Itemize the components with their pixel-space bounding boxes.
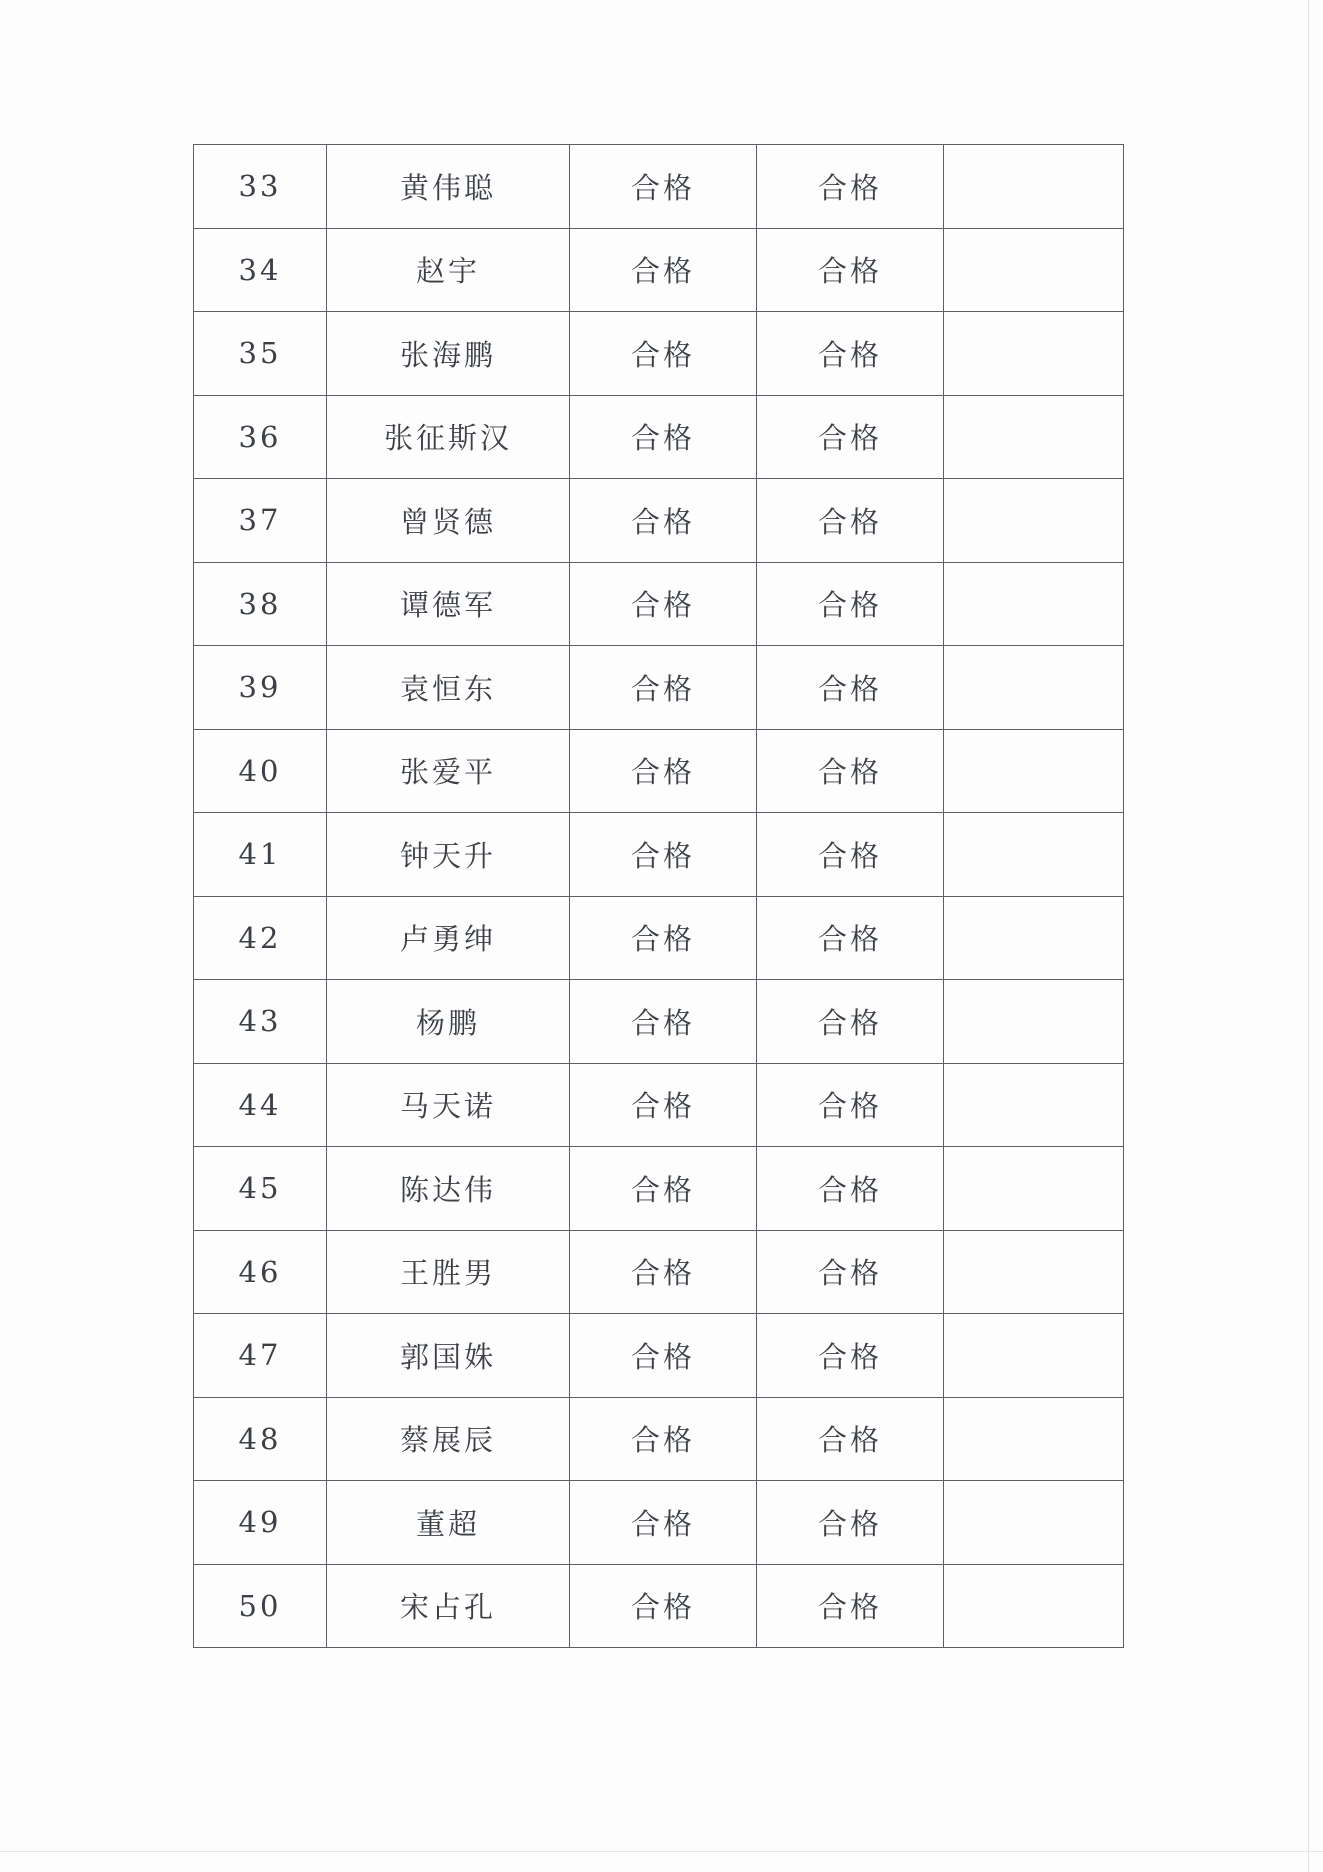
person-name-cell: 赵宇 [327, 228, 570, 312]
result-1-cell: 合格 [570, 228, 757, 312]
table-row [194, 228, 1124, 312]
result-2-cell: 合格 [757, 1564, 944, 1648]
result-2-cell: 合格 [757, 1397, 944, 1481]
result-1-cell: 合格 [570, 1314, 757, 1398]
result-2-cell: 合格 [757, 312, 944, 396]
row-number-cell: 41 [194, 813, 327, 897]
person-name-cell: 钟天升 [327, 813, 570, 897]
table-row [194, 1314, 1124, 1398]
result-1-cell: 合格 [570, 145, 757, 229]
row-number-cell: 44 [194, 1063, 327, 1147]
result-2-cell: 合格 [757, 1314, 944, 1398]
row-number-cell: 49 [194, 1481, 327, 1565]
result-1-cell: 合格 [570, 1063, 757, 1147]
row-number-cell: 45 [194, 1147, 327, 1231]
person-name-cell: 曾贤德 [327, 479, 570, 563]
table-row [194, 1230, 1124, 1314]
row-number-cell: 34 [194, 228, 327, 312]
result-1-cell: 合格 [570, 1397, 757, 1481]
remarks-cell [944, 980, 1124, 1064]
result-2-cell: 合格 [757, 145, 944, 229]
person-name-cell: 王胜男 [327, 1230, 570, 1314]
remarks-cell [944, 1230, 1124, 1314]
remarks-cell [944, 1481, 1124, 1565]
result-2-cell: 合格 [757, 646, 944, 730]
page-edge-right [1308, 0, 1309, 1872]
row-number-cell: 40 [194, 729, 327, 813]
remarks-cell [944, 813, 1124, 897]
table-row [194, 1397, 1124, 1481]
results-table-body [194, 145, 1124, 1648]
remarks-cell [944, 562, 1124, 646]
row-number-cell: 42 [194, 896, 327, 980]
row-number-cell: 50 [194, 1564, 327, 1648]
result-1-cell: 合格 [570, 1481, 757, 1565]
table-row [194, 1481, 1124, 1565]
remarks-cell [944, 312, 1124, 396]
result-2-cell: 合格 [757, 896, 944, 980]
row-number-cell: 36 [194, 395, 327, 479]
remarks-cell [944, 1147, 1124, 1231]
person-name-cell: 张爱平 [327, 729, 570, 813]
result-1-cell: 合格 [570, 562, 757, 646]
result-1-cell: 合格 [570, 395, 757, 479]
remarks-cell [944, 646, 1124, 730]
person-name-cell: 郭国姝 [327, 1314, 570, 1398]
table-row [194, 395, 1124, 479]
remarks-cell [944, 1063, 1124, 1147]
result-2-cell: 合格 [757, 228, 944, 312]
table-row [194, 312, 1124, 396]
remarks-cell [944, 145, 1124, 229]
result-1-cell: 合格 [570, 312, 757, 396]
person-name-cell: 张征斯汉 [327, 395, 570, 479]
result-1-cell: 合格 [570, 896, 757, 980]
person-name-cell: 张海鹏 [327, 312, 570, 396]
result-1-cell: 合格 [570, 729, 757, 813]
result-2-cell: 合格 [757, 729, 944, 813]
result-2-cell: 合格 [757, 479, 944, 563]
result-2-cell: 合格 [757, 1481, 944, 1565]
result-2-cell: 合格 [757, 813, 944, 897]
remarks-cell [944, 1397, 1124, 1481]
result-1-cell: 合格 [570, 1564, 757, 1648]
table-row [194, 1147, 1124, 1231]
result-1-cell: 合格 [570, 813, 757, 897]
table-row [194, 729, 1124, 813]
row-number-cell: 33 [194, 145, 327, 229]
person-name-cell: 董超 [327, 1481, 570, 1565]
row-number-cell: 37 [194, 479, 327, 563]
person-name-cell: 马天诺 [327, 1063, 570, 1147]
person-name-cell: 谭德军 [327, 562, 570, 646]
table-row [194, 646, 1124, 730]
person-name-cell: 陈达伟 [327, 1147, 570, 1231]
result-2-cell: 合格 [757, 1230, 944, 1314]
person-name-cell: 宋占孔 [327, 1564, 570, 1648]
table-row [194, 1564, 1124, 1648]
row-number-cell: 48 [194, 1397, 327, 1481]
result-1-cell: 合格 [570, 646, 757, 730]
person-name-cell: 袁恒东 [327, 646, 570, 730]
table-row [194, 980, 1124, 1064]
person-name-cell: 卢勇绅 [327, 896, 570, 980]
result-2-cell: 合格 [757, 562, 944, 646]
remarks-cell [944, 395, 1124, 479]
row-number-cell: 47 [194, 1314, 327, 1398]
table-row [194, 1063, 1124, 1147]
row-number-cell: 38 [194, 562, 327, 646]
remarks-cell [944, 729, 1124, 813]
remarks-cell [944, 896, 1124, 980]
result-2-cell: 合格 [757, 980, 944, 1064]
table-row [194, 813, 1124, 897]
result-2-cell: 合格 [757, 1063, 944, 1147]
result-1-cell: 合格 [570, 1147, 757, 1231]
row-number-cell: 43 [194, 980, 327, 1064]
row-number-cell: 35 [194, 312, 327, 396]
person-name-cell: 蔡展辰 [327, 1397, 570, 1481]
remarks-cell [944, 1314, 1124, 1398]
row-number-cell: 39 [194, 646, 327, 730]
result-2-cell: 合格 [757, 395, 944, 479]
person-name-cell: 黄伟聪 [327, 145, 570, 229]
table-row [194, 145, 1124, 229]
table-row [194, 896, 1124, 980]
results-table [193, 144, 1124, 1648]
remarks-cell [944, 1564, 1124, 1648]
result-2-cell: 合格 [757, 1147, 944, 1231]
remarks-cell [944, 479, 1124, 563]
result-1-cell: 合格 [570, 980, 757, 1064]
person-name-cell: 杨鹏 [327, 980, 570, 1064]
table-row [194, 479, 1124, 563]
remarks-cell [944, 228, 1124, 312]
result-1-cell: 合格 [570, 479, 757, 563]
result-1-cell: 合格 [570, 1230, 757, 1314]
row-number-cell: 46 [194, 1230, 327, 1314]
page-edge-bottom [0, 1851, 1323, 1852]
table-row [194, 562, 1124, 646]
